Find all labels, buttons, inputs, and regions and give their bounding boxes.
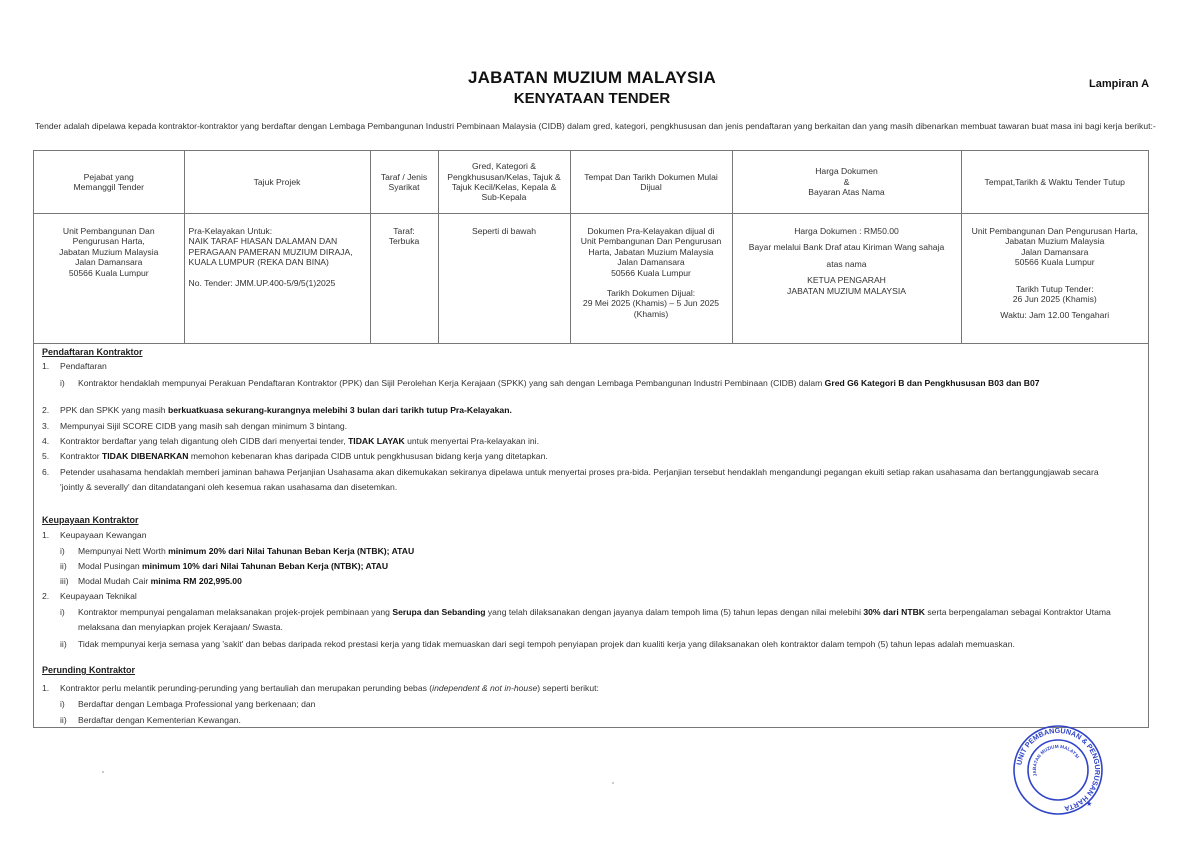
list-number: 1.: [42, 683, 50, 693]
list-number: 6.: [42, 467, 50, 477]
scan-speck: [102, 771, 104, 773]
list-item: PPK dan SPKK yang masih berkuatkuasa sekurang-kurangnya melebihi 3 bulan dari tarikh tutup Pra-Kelayakan.: [60, 405, 512, 415]
header-taraf: Taraf / Jenis Syarikat: [370, 151, 438, 214]
list-item: Berdaftar dengan Kementerian Kewangan.: [78, 715, 241, 725]
scan-speck: [612, 782, 614, 784]
cell-tajuk: Pra-Kelayakan Untuk: NAIK TARAF HIASAN DALAMAN DAN PERAGAAN PAMERAN MUZIUM DIRAJA, KUALA LUMPUR (REKA DAN BINA) No. Tender: JMM.UP.400-5/9/5(1)2025: [184, 214, 370, 344]
list-item: Tidak mempunyai kerja semasa yang 'sakit' dan bebas daripada rekod prestasi kerja yang tidak memuaskan dari segi tempoh penyiapan projek dan kualiti kerja yang dilaksanakan oleh kontraktor dalam tempoh (5) tahun lepas adalah memuaskan.: [78, 639, 1015, 649]
list-number: 1.: [42, 361, 50, 371]
list-number: 1.: [42, 530, 50, 540]
stamp-outer-text: UNIT PEMBANGUNAN & PENGURUSAN HARTA: [1014, 725, 1103, 814]
tender-frame: [33, 150, 1149, 728]
section-title-perunding: Perunding Kontraktor: [42, 665, 136, 675]
cell-gred: Seperti di bawah: [438, 214, 570, 344]
section-title-keupayaan: Keupayaan Kontraktor: [42, 515, 139, 525]
list-item: 'jointly & severally' dan ditandatangani oleh kesemua rakan usahasama dan disetemkan.: [60, 482, 398, 492]
list-item: Petender usahasama hendaklah memberi jaminan bahawa Perjanjian Usahasama akan dikemukakan sekiranya dipelawa untuk menyertai proses pra-bida. Perjanjian tersebut hendaklah mengandungi pegangan ekuiti setiap rakan usahasama dan bertanggungjawab secara: [60, 467, 1099, 477]
list-item: Berdaftar dengan Lembaga Professional yang berkenaan; dan: [78, 699, 316, 709]
list-number: i): [60, 699, 65, 709]
cell-taraf: Taraf: Terbuka: [370, 214, 438, 344]
list-number: 3.: [42, 421, 50, 431]
heading: [0, 68, 1200, 107]
page-subtitle: KENYATAAN TENDER: [513, 90, 671, 107]
official-stamp: [1012, 724, 1104, 816]
list-item: Kontraktor perlu melantik perunding-perunding yang bertauliah dan merupakan perunding bebas (independent & not in-house) seperti berikut:: [60, 683, 599, 693]
list-item: Kontraktor hendaklah mempunyai Perakuan Pendaftaran Kontraktor (PPK) dan Sijil Perolehan Kerja Kerajaan (SPKK) yang sah dengan Lembaga Pembangunan Industri Pembinaan (CIDB) dalam Gred G6 Kategori B dan Pengkhususan B03 dan B07: [78, 378, 1040, 388]
header-pejabat: Pejabat yang Memanggil Tender: [34, 151, 184, 214]
lampiran-label: Lampiran A: [1089, 78, 1150, 90]
table-row: [34, 214, 1148, 344]
list-number: 2.: [42, 591, 50, 601]
list-item: Keupayaan Teknikal: [60, 591, 137, 601]
list-number: 4.: [42, 436, 50, 446]
stamp-inner-text: JABATAN MUZIUM MALAYSIA: [1031, 743, 1081, 777]
intro-paragraph: Tender adalah dipelawa kepada kontraktor-kontraktor yang berdaftar dengan Lembaga Pembangunan Industri Pembinaan Malaysia (CIDB) dalam gred, kategori, pengkhususan dan jenis pendaftaran yang berkaitan dan yang masih dibenarkan membuat tawaran buat masa ini bagi kerja berikut:-: [35, 121, 1156, 131]
list-number: i): [60, 607, 65, 617]
list-item: Mempunyai Nett Worth minimum 20% dari Nilai Tahunan Beban Kerja (NTBK); ATAU: [78, 546, 415, 556]
list-number: ii): [60, 639, 67, 649]
page-title: JABATAN MUZIUM MALAYSIA: [468, 68, 716, 87]
no-tender: No. Tender: JMM.UP.400-5/9/5(1)2025: [188, 277, 336, 288]
list-item: Kontraktor mempunyai pengalaman melaksanakan projek-projek pembinaan yang Serupa dan Sebanding yang telah dilaksanakan dengan jayanya dalam tempoh lima (5) tahun lepas dengan nilai melebihi 30% dari NTBK serta berpengalaman sebagai Kontraktor Utama: [78, 607, 1111, 617]
header-tutup: Tempat,Tarikh & Waktu Tender Tutup: [961, 151, 1148, 214]
list-item: melaksana dan menyiapkan projek Kerajaan/ Swasta.: [78, 622, 283, 632]
table-header-row: [34, 151, 1148, 214]
list-item: Kontraktor TIDAK DIBENARKAN memohon kebenaran khas daripada CIDB untuk pengkhususan bidang kerja yang ditetapkan.: [60, 451, 548, 461]
list-item: Kontraktor berdaftar yang telah digantung oleh CIDB dari menyertai tender, TIDAK LAYAK untuk menyertai Pra-kelayakan ini.: [60, 436, 539, 446]
list-number: i): [60, 546, 65, 556]
list-number: ii): [60, 561, 67, 571]
list-number: i): [60, 378, 65, 388]
header-tempat: Tempat Dan Tarikh Dokumen Mulai Dijual: [570, 151, 732, 214]
list-number: 2.: [42, 405, 50, 415]
header-gred: Gred, Kategori & Pengkhususan/Kelas, Tajuk & Tajuk Kecil/Kelas, Kepala & Sub-Kepala: [438, 151, 570, 214]
list-number: iii): [60, 576, 69, 586]
tender-table: [34, 151, 1148, 344]
list-number: 5.: [42, 451, 50, 461]
list-item: Modal Pusingan minimum 10% dari Nilai Tahunan Beban Kerja (NTBK); ATAU: [78, 561, 389, 571]
list-item: Pendaftaran: [60, 361, 107, 371]
list-number: ii): [60, 715, 67, 725]
list-item: Mempunyai Sijil SCORE CIDB yang masih sah dengan minimum 3 bintang.: [60, 421, 348, 431]
cell-tempat: Dokumen Pra-Kelayakan dijual di Unit Pembangunan Dan Pengurusan Harta, Jabatan Muzium Malaysia Jalan Damansara 50566 Kuala Lumpur Tarikh Dokumen Dijual: 29 Mei 2025 (Khamis) – 5 Jun 2025 (Khamis): [570, 214, 732, 344]
star-icon: ★: [1086, 801, 1093, 808]
header-harga: Harga Dokumen & Bayaran Atas Nama: [732, 151, 961, 214]
cell-tutup: Unit Pembangunan Dan Pengurusan Harta, Jabatan Muzium Malaysia Jalan Damansara 50566 Kuala Lumpur Tarikh Tutup Tender: 26 Jun 2025 (Khamis) Waktu: Jam 12.00 Tengahari: [961, 214, 1148, 344]
section-title-pendaftaran: Pendaftaran Kontraktor: [42, 347, 143, 357]
header-tajuk: Tajuk Projek: [184, 151, 370, 214]
cell-harga: Harga Dokumen : RM50.00 Bayar melalui Bank Draf atau Kiriman Wang sahaja atas nama KETUA PENGARAH JABATAN MUZIUM MALAYSIA: [732, 214, 961, 344]
cell-pejabat: Unit Pembangunan Dan Pengurusan Harta, Jabatan Muzium Malaysia Jalan Damansara 50566 Kuala Lumpur: [34, 214, 184, 344]
list-item: Modal Mudah Cair minima RM 202,995.00: [78, 576, 242, 586]
list-item: Keupayaan Kewangan: [60, 530, 147, 540]
